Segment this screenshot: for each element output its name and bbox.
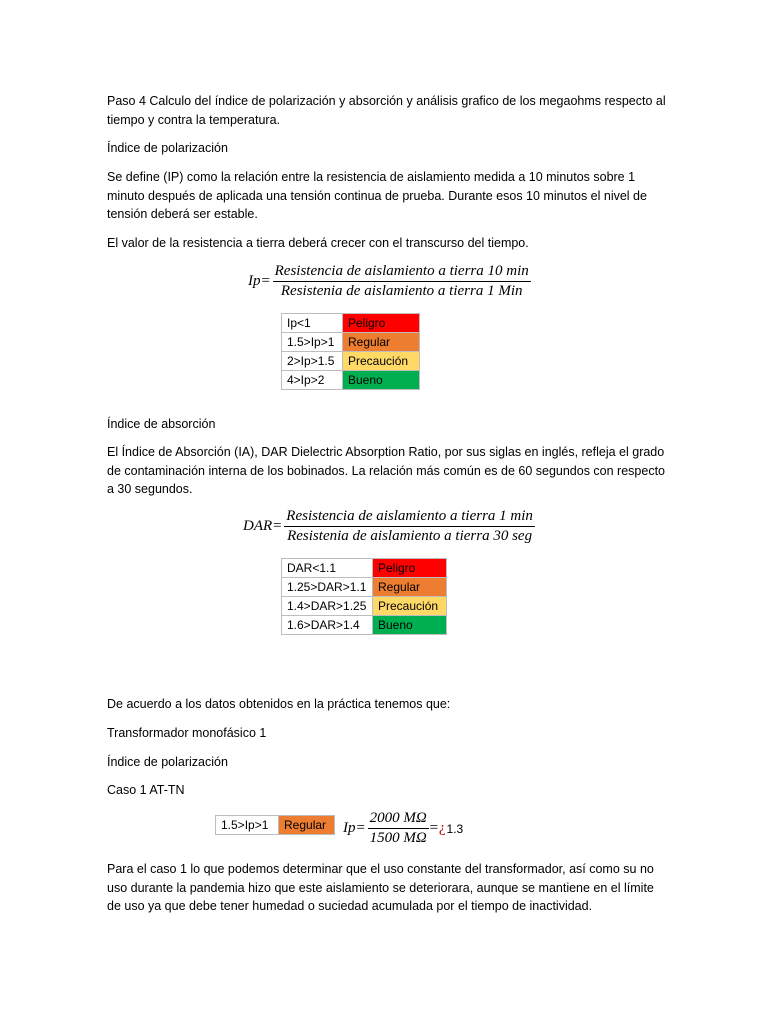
heading-indice-absorcion: Índice de absorción <box>107 417 216 431</box>
table-row <box>282 352 420 371</box>
dar-formula-denominator: Resistenia de aislamiento a tierra 30 seg <box>287 528 533 544</box>
range-cell: 1.5>Ip>1 <box>216 816 279 835</box>
ip-formula-lhs: Ip= <box>248 273 271 289</box>
ip-formula <box>248 263 531 300</box>
table-row <box>282 314 420 333</box>
status-cell-peligro: Peligro <box>373 559 447 578</box>
conclusion-paragraph: Para el caso 1 lo que podemos determinar que el uso constante del transformador, así como su no uso durante la pandemia hizo que este aislamiento se deteriorara, aunque se mantiene en el límite de uso ya que debe tener humedad o suciedad acumulada por el tiempo de inactividad. <box>107 862 654 913</box>
valor-paragraph: El valor de la resistencia a tierra deberá crecer con el transcurso del tiempo. <box>107 236 529 250</box>
dar-formula-fraction <box>284 508 535 545</box>
range-cell: DAR<1.1 <box>282 559 373 578</box>
heading-indice-polarizacion-2: Índice de polarización <box>107 755 228 769</box>
dar-formula <box>243 508 535 545</box>
dar-formula-numerator: Resistencia de aislamiento a tierra 1 min <box>284 508 535 527</box>
status-cell-regular: Regular <box>373 578 447 597</box>
dar-rating-table <box>281 558 447 635</box>
dar-formula-lhs: DAR= <box>243 518 283 534</box>
caso1-formula-lhs: Ip= <box>343 820 366 836</box>
heading-transformador: Transformador monofásico 1 <box>107 726 267 740</box>
caso1-formula-result: 1.3 <box>446 821 464 836</box>
ip-formula-fraction <box>273 263 531 300</box>
status-cell-peligro: Peligro <box>343 314 420 333</box>
table-row <box>282 578 447 597</box>
caso1-formula-numerator: 2000 MΩ <box>368 810 429 829</box>
table-row <box>282 559 447 578</box>
caso1-formula-equals: = <box>428 820 439 836</box>
heading-caso1: Caso 1 AT-TN <box>107 783 185 797</box>
acuerdo-paragraph: De acuerdo a los datos obtenidos en la práctica tenemos que: <box>107 697 451 711</box>
caso1-formula-denominator: 1500 MΩ <box>369 830 427 846</box>
ia-paragraph: El Índice de Absorción (IA), DAR Dielectric Absorption Ratio, por sus siglas en inglés, refleja el grado de contaminación interna de los bobinados. La relación más común es de 60 segundos con respecto a 30 segundos. <box>107 445 665 496</box>
range-cell: 4>Ip>2 <box>282 371 343 390</box>
range-cell: Ip<1 <box>282 314 343 333</box>
range-cell: 1.4>DAR>1.25 <box>282 597 373 616</box>
ip-formula-denominator: Resistenia de aislamiento a tierra 1 Min <box>280 283 523 299</box>
define-paragraph: Se define (IP) como la relación entre la resistencia de aislamiento medida a 10 minutos sobre 1 minuto después de aplicada una tensión continua de prueba. Durante esos 10 minutos el nivel de tensión deberá ser estable. <box>107 170 647 221</box>
range-cell: 1.25>DAR>1.1 <box>282 578 373 597</box>
status-cell-regular: Regular <box>279 816 335 835</box>
caso1-formula <box>343 810 463 847</box>
ip-formula-numerator: Resistencia de aislamiento a tierra 10 min <box>273 263 531 282</box>
status-cell-regular: Regular <box>343 333 420 352</box>
heading-indice-polarizacion: Índice de polarización <box>107 141 228 155</box>
status-cell-bueno: Bueno <box>343 371 420 390</box>
caso1-formula-fraction <box>368 810 429 847</box>
ip-rating-table <box>281 313 420 390</box>
table-row <box>282 616 447 635</box>
caso1-rating-table <box>215 815 335 835</box>
status-cell-bueno: Bueno <box>373 616 447 635</box>
range-cell: 1.6>DAR>1.4 <box>282 616 373 635</box>
table-row <box>282 371 420 390</box>
paso4-paragraph: Paso 4 Calculo del índice de polarización y absorción y análisis grafico de los megaohms respecto al tiempo y contra la temperatura. <box>107 94 666 127</box>
status-cell-precaucion: Precaución <box>373 597 447 616</box>
caso1-formula-question-mark: ¿ <box>438 820 446 836</box>
table-row <box>282 597 447 616</box>
range-cell: 1.5>Ip>1 <box>282 333 343 352</box>
table-row <box>282 333 420 352</box>
range-cell: 2>Ip>1.5 <box>282 352 343 371</box>
table-row <box>216 816 335 835</box>
status-cell-precaucion: Precaución <box>343 352 420 371</box>
